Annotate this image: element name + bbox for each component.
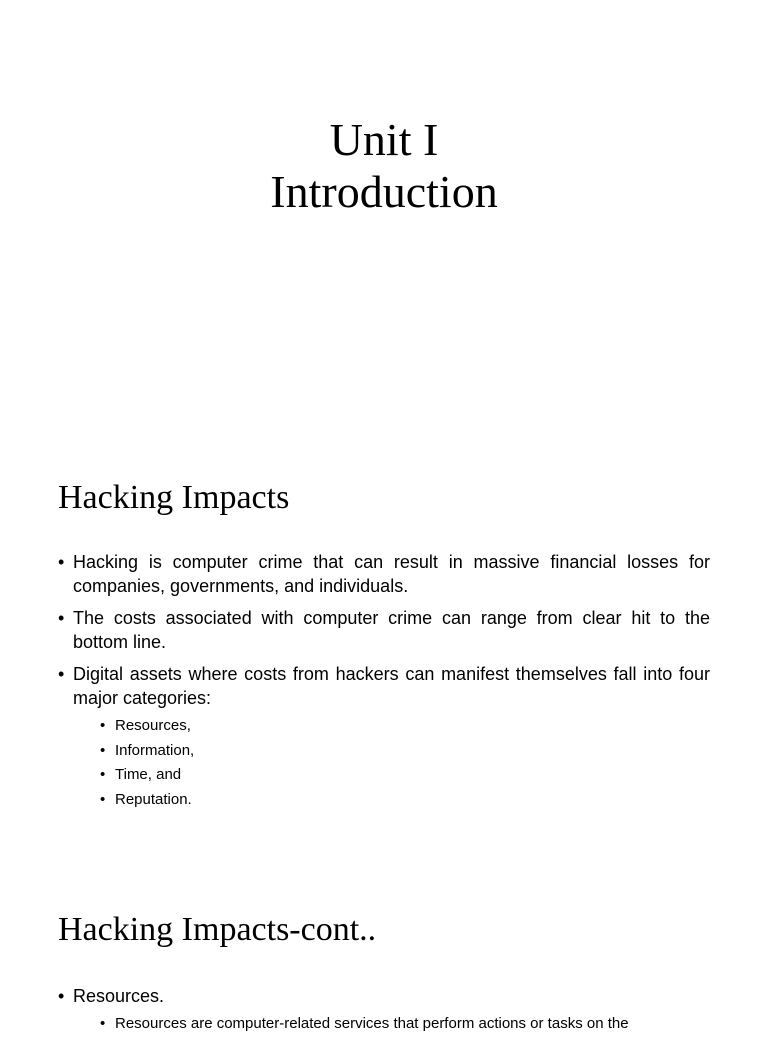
- slide-hacking-impacts: [0, 432, 768, 864]
- bullet-text: Resources.: [73, 986, 165, 1006]
- bullet-icon: •: [58, 608, 65, 628]
- sub-bullet-list: [73, 1012, 710, 1037]
- bullet-icon: •: [58, 664, 65, 684]
- bullet-icon: •: [100, 1015, 106, 1032]
- sub-bullet-text: Time, and: [115, 766, 182, 783]
- bullet-icon: •: [100, 790, 106, 808]
- bullet-icon: •: [58, 986, 65, 1006]
- bullet-icon: •: [58, 552, 65, 572]
- bullet-icon: •: [100, 766, 106, 783]
- bullet-text: The costs associated with computer crime can range from clear hit to the bottom line.: [73, 608, 710, 652]
- bullet-text: Hacking is computer crime that can result in massive financial losses for companies, governments, and individuals.: [73, 552, 710, 596]
- slide-hacking-impacts-cont: [0, 864, 768, 1032]
- bullet-list: [58, 984, 710, 1045]
- title-block: [0, 114, 768, 218]
- sub-bullet-item: [100, 788, 710, 813]
- slide-heading: Hacking Impacts: [58, 479, 290, 516]
- bullet-icon: •: [100, 741, 106, 759]
- bullet-icon: •: [100, 717, 106, 734]
- bullet-item: [58, 550, 710, 598]
- title-line-2: Introduction: [270, 166, 498, 217]
- sub-bullet-list: [73, 714, 710, 812]
- bullet-item: [58, 606, 710, 654]
- bullet-list: [58, 550, 710, 820]
- sub-bullet-text: Resources are computer-related services that perform actions or tasks on the: [115, 1015, 629, 1032]
- sub-bullet-item: [100, 739, 710, 764]
- sub-bullet-text: Information,: [115, 741, 195, 759]
- bullet-item: [58, 984, 710, 1037]
- sub-bullet-item: [100, 714, 710, 739]
- bullet-text: Digital assets where costs from hackers can manifest themselves fall into four major categories:: [73, 664, 710, 708]
- slide-title: [0, 0, 768, 432]
- slide-heading: Hacking Impacts-cont..: [58, 911, 377, 948]
- bullet-item: [58, 662, 710, 812]
- sub-bullet-item: [100, 1012, 710, 1037]
- title-line-1: Unit I: [329, 114, 439, 165]
- sub-bullet-text: Resources,: [115, 717, 191, 734]
- sub-bullet-text: Reputation.: [115, 790, 192, 808]
- sub-bullet-item: [100, 763, 710, 788]
